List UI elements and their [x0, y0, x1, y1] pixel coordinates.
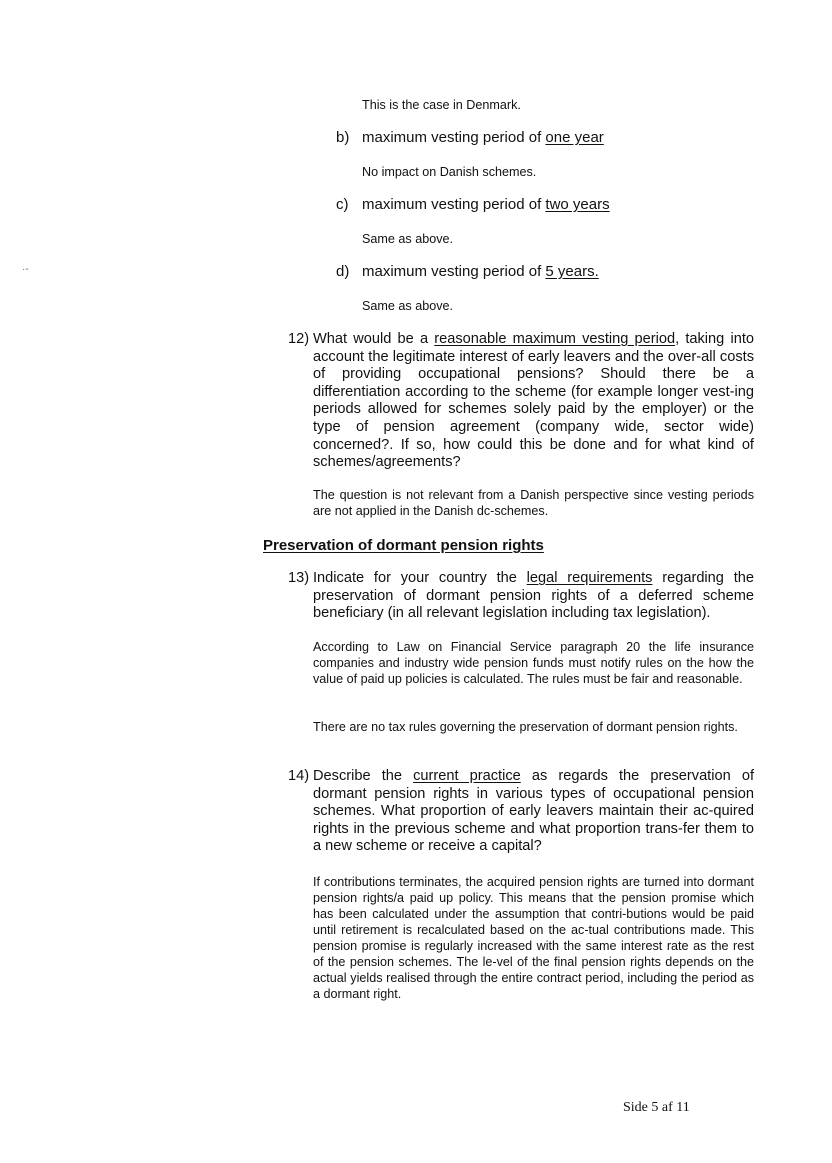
question-12-underlined: reasonable maximum vesting period [434, 331, 676, 347]
item-c-letter: c) [336, 196, 349, 213]
item-c-text: maximum vesting period of [362, 196, 546, 213]
question-14-post: as regards the preservation of dormant pension rights in various types of occupational pension schemes. What proportion of early leavers maintain their ac-quired rights in the previous scheme and what proportion trans-fer them to a new scheme or receive a capital? [313, 768, 754, 855]
answer-d: Same as above. [362, 299, 454, 313]
item-d-letter: d) [336, 263, 350, 280]
item-b [336, 129, 604, 147]
item-c [336, 196, 610, 214]
section-heading: Preservation of dormant pension rights [263, 537, 544, 554]
question-14-number: 14) [288, 768, 310, 784]
question-14-underlined: current practice [413, 768, 521, 784]
answer-b: No impact on Danish schemes. [362, 165, 537, 179]
answer-12: The question is not relevant from a Danish perspective since vesting periods are not applied in the Danish dc-schemes. [313, 488, 754, 518]
question-14 [288, 768, 754, 856]
question-13-underlined: legal requirements [526, 570, 653, 586]
question-13-text [313, 570, 754, 623]
item-c-underlined: two years [545, 196, 610, 213]
answer-14: If contributions terminates, the acquired pension rights are turned into dormant pension rights/a paid up policy. This means that the pension promise which has been calculated under the assumption that contri-butions would be paid until retirement is recalculated based on the ac-tual contributions made. This pension promise is regularly increased with the same interest rate as the rest of the pension schemes. The le-vel of the final pension rights depends on the actual yields realised through the entire contract period, including the period as a dormant right. [313, 875, 754, 1001]
item-d [336, 263, 599, 281]
question-13-post: regarding the preservation of dormant pension rights of a deferred scheme beneficiary (in all relevant legislation including tax legislation). [313, 570, 754, 622]
answer-13-law: According to Law on Financial Service paragraph 20 the life insurance companies and industry wide pension funds must notify rules on the how the value of paid up policies is calculated. The rules must be fair and reasonable. [313, 640, 754, 686]
item-d-underlined: 5 years. [545, 263, 599, 280]
item-b-underlined: one year [545, 129, 604, 146]
item-b-text: maximum vesting period of [362, 129, 546, 146]
answer-c: Same as above. [362, 232, 454, 246]
item-b-letter: b) [336, 129, 350, 146]
question-12 [288, 331, 754, 472]
question-13 [288, 570, 754, 623]
margin-mark: ·- [22, 264, 29, 275]
question-12-pre: What would be a [313, 331, 435, 347]
question-12-number: 12) [288, 331, 310, 347]
question-13-pre: Indicate for your country the [313, 570, 527, 586]
page-number: Side 5 af 11 [623, 1100, 690, 1115]
item-d-text: maximum vesting period of [362, 263, 546, 280]
answer-a: This is the case in Denmark. [362, 98, 521, 112]
question-13-number: 13) [288, 570, 310, 586]
answer-13-tax: There are no tax rules governing the preservation of dormant pension rights. [313, 720, 738, 734]
question-12-post: , taking into account the legitimate interest of early leavers and the over-all costs of providing occupational pensions? Should there be a differentiation according to the scheme (for example longer vest-ing periods allowed for schemes solely paid by the employer) or the type of pension agreement (company wide, sector wide) concerned?. If so, how could this be done and for what kind of schemes/agreements? [313, 331, 754, 471]
question-12-text [313, 331, 754, 472]
question-14-text [313, 768, 754, 856]
question-14-pre: Describe the [313, 768, 414, 784]
